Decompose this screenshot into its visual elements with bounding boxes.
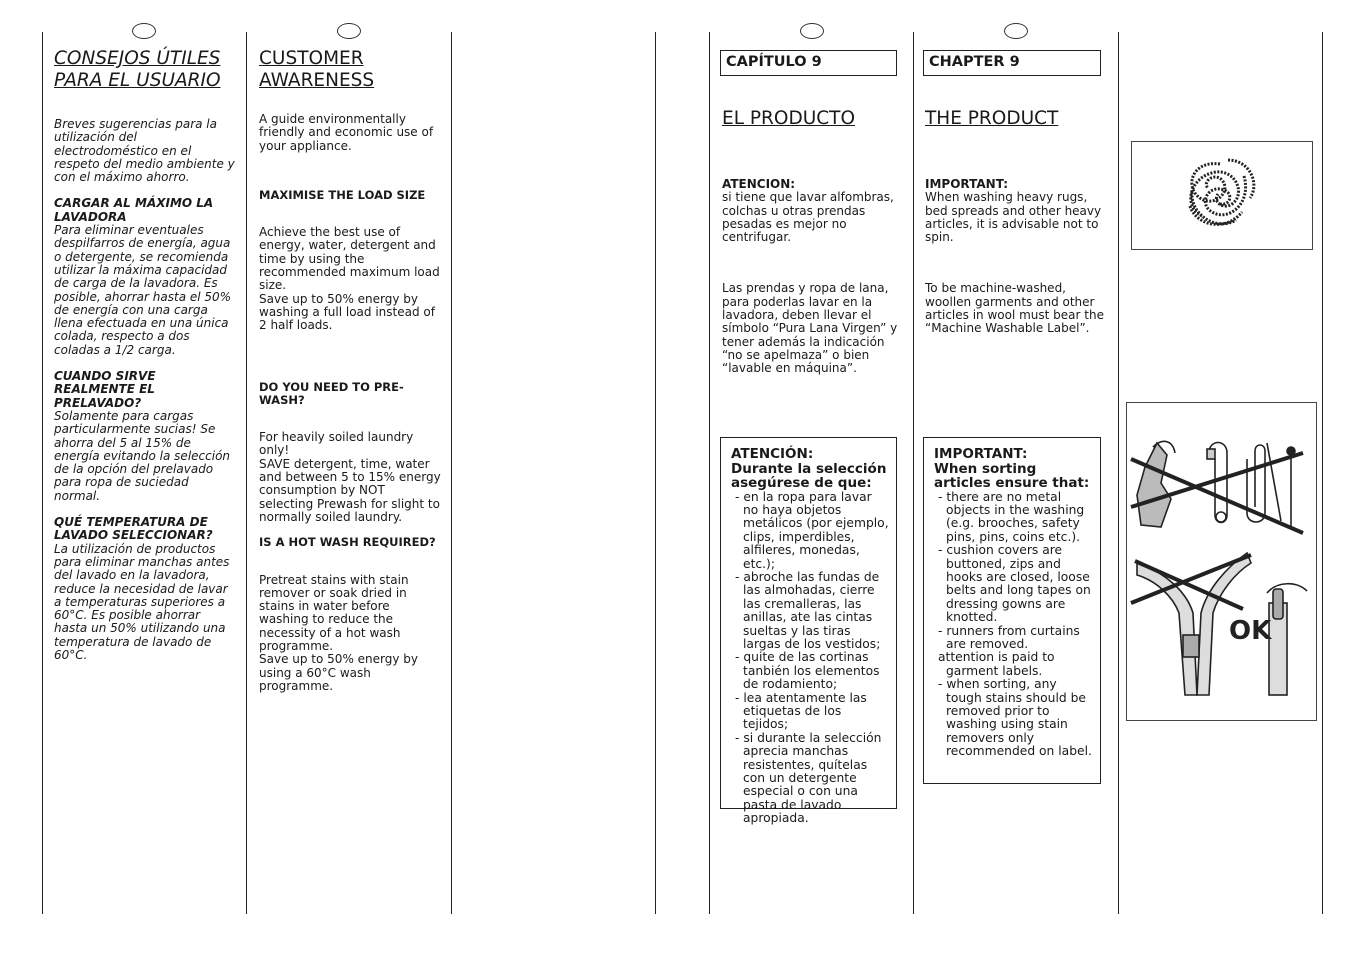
wool-text: To be machine-washed, woollen garments and other articles in wool must bear the “Machine Washable Label”.	[925, 281, 1104, 336]
section-heading: CUANDO SIRVE REALMENTE EL PRELAVADO?	[54, 369, 156, 410]
column-rule	[655, 32, 656, 914]
sorting-warning-box-es	[720, 437, 897, 826]
section-body: Save up to 50% energy by using a 60°C wash programme.	[259, 652, 418, 693]
page-title: CUSTOMER AWARENESS	[259, 48, 375, 91]
column-rule	[913, 32, 914, 914]
chapter-label: CAPÍTULO 9	[720, 50, 897, 76]
column-rule	[42, 32, 43, 914]
closed-zipper-icon	[1267, 584, 1307, 695]
column-rule	[1322, 32, 1323, 914]
section-title: EL PRODUCTO	[722, 108, 856, 129]
section-heading: QUÉ TEMPERATURA DE LAVADO SELECCIONAR?	[54, 515, 213, 543]
wool-symbol-figure	[1131, 141, 1313, 250]
box-list-item: - runners from curtains are removed.	[938, 623, 1080, 651]
language-marker-es	[132, 23, 156, 39]
intro-text: Breves sugerencias para la utilización del electrodoméstico en el respeto del medio ambiente y con el máximo ahorro.	[54, 117, 235, 185]
section-heading: DO YOU NEED TO PRE-WASH?	[259, 379, 404, 407]
wool-text: Las prendas y ropa de lana, para poderlas lavar en la lavadora, deben llevar el símbolo “Pura Lana Virgen” y tener además la indicación “no se apelmaza” o bien “lavable en máquina”.	[722, 281, 898, 376]
section-body: La utilización de productos para eliminar manchas antes del lavado en la lavadora, reduce la necesidad de lavar a temperaturas superiores a 60°C. Es posible ahorrar hasta un 50% utilizando una temperatura de lavado de 60°C.	[54, 541, 230, 662]
attention-heading: IMPORTANT:	[925, 177, 1009, 191]
section-body: SAVE detergent, time, water and between 5 to 15% energy consumption by NOT selecting Prewash for slight to normally soiled laundry.	[259, 456, 441, 524]
box-list-item: - abroche las fundas de las almohadas, cierre las cremalleras, las anillas, ate las cintas sueltas y las tiras largas de los vestidos;	[735, 569, 881, 651]
column-consejos-es	[54, 48, 236, 662]
box-list-item: - quite de las cortinas tanbién los elementos de rodamiento;	[735, 650, 880, 692]
section-body: Solamente para cargas particularmente sucias! Se ahorra del 5 al 15% de energía evitando la selección de la opción del prelavado para ropa de suciedad normal.	[54, 408, 231, 503]
page-title: CONSEJOS ÚTILES PARA EL USUARIO	[54, 48, 221, 91]
column-product-en	[925, 108, 1105, 336]
box-list-item: - there are no metal objects in the washing (e.g. brooches, safety pins, pins, coins etc.).	[938, 489, 1085, 544]
column-producto-es	[722, 108, 902, 376]
attention-body: When washing heavy rugs, bed spreads and other heavy articles, it is advisable not to spin.	[925, 190, 1102, 245]
attention-body: si tiene que lavar alfombras, colchas u otras prendas pesadas es mejor no centrifugar.	[722, 190, 894, 245]
section-heading: IS A HOT WASH REQUIRED?	[259, 535, 436, 550]
sorting-objects-figure	[1126, 402, 1317, 721]
box-list-item: - lea atentamente las etiquetas de los tejidos;	[735, 690, 867, 732]
sorting-warning-box-en	[923, 437, 1101, 784]
box-list-item: - when sorting, any tough stains should be removed prior to washing using stain removers only recommended on label.	[938, 677, 1092, 759]
box-list-item: - si durante la selección aprecia manchas resistentes, quítelas con un detergente especial o con una pasta de lavado apropiada.	[735, 730, 882, 826]
section-title: THE PRODUCT	[925, 108, 1059, 129]
box-list	[731, 491, 890, 826]
attention-heading: ATENCION:	[722, 177, 796, 191]
column-rule	[709, 32, 710, 914]
language-marker-es	[800, 23, 824, 39]
language-marker-en	[337, 23, 361, 39]
column-rule	[1118, 32, 1119, 914]
box-list-item: attention is paid to garment labels.	[938, 650, 1055, 678]
section-heading: MAXIMISE THE LOAD SIZE	[259, 187, 426, 202]
section-body: For heavily soiled laundry only!	[259, 430, 414, 458]
box-subtitle: When sorting articles ensure that:	[934, 460, 1090, 491]
box-list-item: - cushion covers are buttoned, zips and hooks are closed, loose belts and long tapes on dressing gowns are knotted.	[938, 543, 1091, 625]
language-marker-en	[1004, 23, 1028, 39]
section-heading: CARGAR AL MÁXIMO LA LAVADORA	[54, 196, 214, 224]
column-awareness-en	[259, 48, 441, 693]
box-title: IMPORTANT:	[934, 446, 1028, 462]
ok-label: OK	[1229, 616, 1272, 646]
column-rule	[246, 32, 247, 914]
section-body: Save up to 50% energy by washing a full load instead of 2 half loads.	[259, 291, 435, 333]
section-body: Achieve the best use of energy, water, detergent and time by using the recommended maximum load size.	[259, 225, 440, 293]
peg-icon	[1137, 441, 1175, 527]
box-list-item: - en la ropa para lavar no haya objetos metálicos (por ejemplo, clips, imperdibles, alfileres, monedas, etc.);	[735, 489, 889, 571]
box-subtitle: Durante la selección asegúrese de que:	[731, 460, 887, 491]
chapter-label: CHAPTER 9	[923, 50, 1101, 76]
sorting-illustration	[1127, 403, 1316, 720]
section-body: Para eliminar eventuales despilfarros de energía, agua o detergente, se recomienda utilizar la máxima capacidad de carga de la lavadora. Es posible, ahorrar hasta el 50% de energía con una carga llena efectuada en una única colada, respecto a dos coladas a 1/2 carga.	[54, 223, 232, 357]
box-list	[934, 491, 1094, 759]
column-rule	[451, 32, 452, 914]
section-body: Pretreat stains with stain remover or soak dried in stains in water before washing to reduce the necessity of a hot wash programme.	[259, 572, 409, 654]
intro-text: A guide environmentally friendly and economic use of your appliance.	[259, 112, 434, 153]
wool-mark-icon	[1132, 142, 1312, 249]
box-title: ATENCIÓN:	[731, 446, 814, 462]
